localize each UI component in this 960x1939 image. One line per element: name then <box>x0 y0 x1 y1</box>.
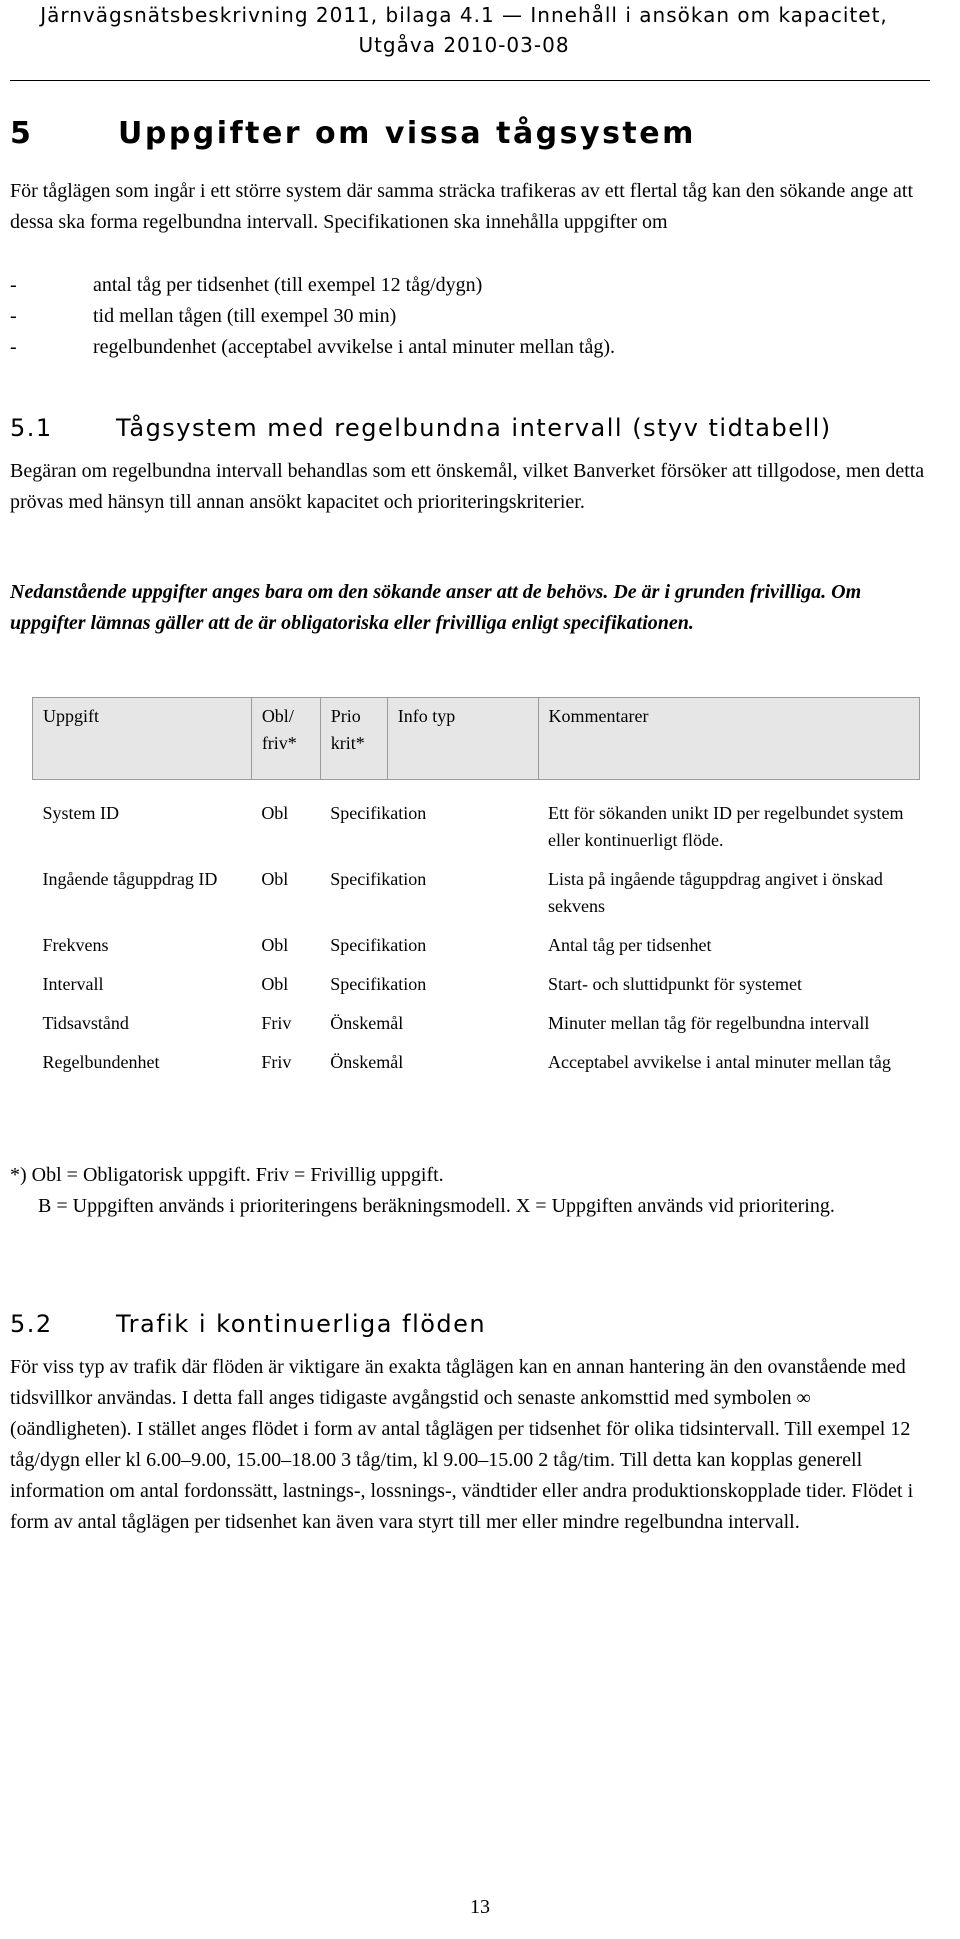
section-5-1-body: Begäran om regelbundna intervall behandlas som ett önskemål, vilket Banverket försöker att tillgodose, men detta prövas med hänsyn till annan ansökt kapacitet och prioriteringskriterier. <box>10 460 925 513</box>
cell-obl: Friv <box>261 1013 292 1033</box>
cell-uppgift: Intervall <box>42 974 104 994</box>
cell-uppgift: Tidsavstånd <box>42 1013 129 1033</box>
table-row <box>33 780 920 861</box>
cell-kommentar: Ett för sökanden unikt ID per regelbundet system eller kontinuerligt flöde. <box>548 803 904 850</box>
footnote-line-2: B = Uppgiften används i prioriteringens beräkningsmodell. X = Uppgiften används vid prioritering. <box>38 1195 835 1217</box>
table-row <box>33 965 920 1004</box>
section-5-1-title: Tågsystem med regelbundna intervall (styv tidtabell) <box>116 414 832 442</box>
section-5-intro: För tåglägen som ingår i ett större system där samma sträcka trafikeras av ett flertal tåg kan den sökande ange att dessa ska forma regelbundna intervall. Specifikationen ska innehålla uppgifter om <box>10 180 914 233</box>
cell-uppgift: Ingående tåguppdrag ID <box>42 869 218 889</box>
page-number: 13 <box>470 1896 490 1918</box>
header-prio-krit: Prio krit* <box>320 698 387 780</box>
cell-uppgift: Regelbundenhet <box>42 1052 160 1072</box>
section-5-1-heading <box>10 414 832 442</box>
footnote-line-1: *) Obl = Obligatorisk uppgift. Friv = Frivillig uppgift. <box>10 1164 444 1186</box>
section-5-title: Uppgifter om vissa tågsystem <box>118 116 696 151</box>
running-header-line-2: Utgåva 2010-03-08 <box>358 33 570 57</box>
header-info-typ: Info typ <box>387 698 538 780</box>
table-row <box>33 926 920 965</box>
cell-obl: Obl <box>261 974 289 994</box>
list-item: - tid mellan tågen (till exempel 30 min) <box>10 305 397 327</box>
cell-obl: Obl <box>261 935 289 955</box>
cell-uppgift: System ID <box>42 803 119 823</box>
cell-info-typ: Specifikation <box>330 974 427 994</box>
cell-info-typ: Specifikation <box>330 935 427 955</box>
cell-kommentar: Lista på ingående tåguppdrag angivet i önskad sekvens <box>548 869 883 916</box>
header-uppgift: Uppgift <box>33 698 252 780</box>
section-5-2-heading <box>10 1310 486 1338</box>
cell-info-typ: Specifikation <box>330 869 427 889</box>
list-item: - antal tåg per tidsenhet (till exempel 12 tåg/dygn) <box>10 274 483 296</box>
header-obl-friv: Obl/ friv* <box>251 698 320 780</box>
table-row <box>33 1043 920 1082</box>
running-header-line-1: Järnvägsnätsbeskrivning 2011, bilaga 4.1 — Innehåll i ansökan om kapacitet, <box>40 3 888 27</box>
cell-kommentar: Minuter mellan tåg för regelbundna intervall <box>548 1013 870 1033</box>
section-5-2-body: För viss typ av trafik där flöden är viktigare än exakta tåglägen kan en annan hantering än den ovanstående med tidsvillkor användas. I detta fall anges tidigaste avgångstid och senaste ankomsttid med symbolen ∞ (oändligheten). I stället anges flödet i form av antal tåglägen per tidsenhet för olika tidsintervall. Till exempel 12 tåg/dygn eller kl 6.00–9.00, 15.00–18.00 3 tåg/tim, kl 9.00–15.00 2 tåg/tim. Till detta kan kopplas generell information om antal fordonssätt, lastnings-, lossnings-, vändtider eller andra produktionskopplade tider. Flödet i form av antal tåglägen per tidsenhet kan även vara styrt till mer eller mindre regelbundna intervall. <box>10 1356 914 1533</box>
header-rule <box>10 80 930 81</box>
specification-table <box>32 697 920 1082</box>
cell-info-typ: Önskemål <box>330 1013 404 1033</box>
section-5-bullet-list <box>10 270 615 363</box>
cell-info-typ: Specifikation <box>330 803 427 823</box>
table-row <box>33 1004 920 1043</box>
cell-kommentar: Start- och sluttidpunkt för systemet <box>548 974 802 994</box>
cell-obl: Friv <box>261 1052 292 1072</box>
list-item: - regelbundenhet (acceptabel avvikelse i antal minuter mellan tåg). <box>10 336 615 358</box>
cell-obl: Obl <box>261 869 289 889</box>
table-footnote <box>10 1160 936 1222</box>
table-header-row <box>33 698 920 780</box>
cell-kommentar: Antal tåg per tidsenhet <box>548 935 712 955</box>
section-5-number: 5 <box>10 116 34 151</box>
cell-info-typ: Önskemål <box>330 1052 404 1072</box>
cell-obl: Obl <box>261 803 289 823</box>
section-5-1-number: 5.1 <box>10 414 53 442</box>
cell-kommentar: Acceptabel avvikelse i antal minuter mellan tåg <box>548 1052 891 1072</box>
table-row <box>33 860 920 926</box>
cell-uppgift: Frekvens <box>42 935 109 955</box>
section-5-2-number: 5.2 <box>10 1310 53 1338</box>
header-kommentarer: Kommentarer <box>538 698 919 780</box>
running-header <box>0 0 928 60</box>
section-5-1-notice: Nedanstående uppgifter anges bara om den sökande anser att de behövs. De är i grunden frivilliga. Om uppgifter lämnas gäller att de är obligatoriska eller frivilliga enligt specifikationen. <box>10 581 862 634</box>
section-5-2-title: Trafik i kontinuerliga flöden <box>116 1310 487 1338</box>
section-5-heading <box>10 116 696 151</box>
